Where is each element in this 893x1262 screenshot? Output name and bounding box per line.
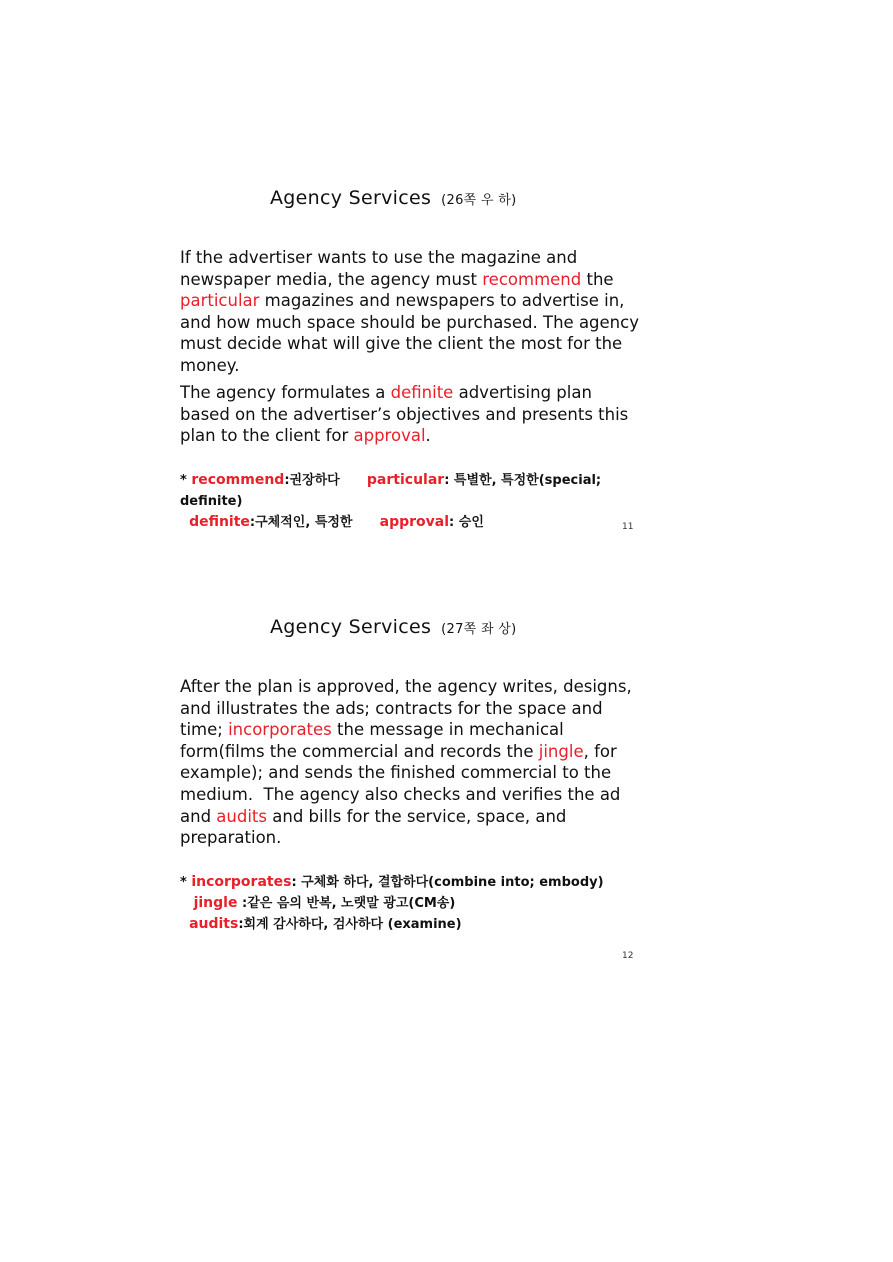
slide-title	[270, 187, 516, 209]
body-paragraph	[180, 676, 640, 849]
title-subtitle: (26쪽 우 하)	[441, 193, 517, 208]
vocab-term: recommend	[191, 472, 285, 488]
vocab-definition	[180, 917, 189, 932]
text-run: the	[581, 269, 619, 289]
vocab-line	[180, 470, 650, 512]
title-subtitle: (27쪽 좌 상)	[441, 622, 517, 637]
text-run: .	[425, 426, 431, 446]
text-run: the message in mechanical form(films the commercial and records the	[180, 720, 569, 761]
vocab-definition	[180, 515, 189, 530]
highlighted-term: particular	[180, 291, 260, 311]
highlighted-term: recommend	[482, 269, 582, 289]
page-number: 12	[622, 951, 634, 961]
vocab-definition: : 특별한, 특정한(special; definite)	[180, 473, 606, 509]
vocab-line	[180, 512, 650, 533]
text-run: The agency formulates a	[180, 383, 391, 402]
slide-title	[270, 616, 516, 638]
vocab-term: audits	[189, 916, 239, 932]
vocab-definition	[340, 473, 367, 488]
text-run: After the plan is approved, the agency writes, designs, and illustrates the ads; contracts for the space and time;	[180, 677, 637, 740]
vocab-term: jingle	[193, 895, 238, 911]
vocab-definition: :구체적인, 특정한	[249, 515, 353, 530]
vocab-definition: :권장하다	[284, 473, 340, 488]
vocab-line	[180, 893, 650, 914]
vocab-term: approval	[379, 514, 450, 530]
vocab-definition: *	[180, 875, 192, 890]
title-text: Agency Services	[270, 187, 432, 209]
vocab-notes	[180, 872, 650, 935]
vocab-definition: :회계 감사하다, 검사하다 (examine)	[238, 917, 462, 932]
highlighted-term: approval	[353, 426, 426, 446]
vocab-definition: : 승인	[449, 515, 484, 530]
highlighted-term: jingle	[538, 741, 584, 761]
page-number: 11	[622, 522, 634, 532]
title-text: Agency Services	[270, 616, 432, 638]
vocab-definition: :같은 음의 반복, 노랫말 광고(CM송)	[237, 896, 456, 911]
text-run: advertising plan based on the advertiser’s objectives and presents this plan to the client for	[180, 383, 634, 446]
body-paragraph	[180, 247, 645, 377]
body-paragraph	[180, 382, 640, 447]
vocab-line	[180, 872, 650, 893]
vocab-definition	[353, 515, 380, 530]
vocab-term: definite	[189, 514, 250, 530]
text-run: , for example); and sends the finished commercial to the medium. The agency also checks and verifies the ad and	[180, 741, 626, 826]
text-run: If the advertiser wants to use the magazine and newspaper media, the agency must	[180, 248, 583, 289]
vocab-definition: *	[180, 473, 192, 488]
vocab-line	[180, 914, 650, 935]
vocab-notes	[180, 470, 650, 533]
highlighted-term: incorporates	[228, 720, 332, 740]
highlighted-term: definite	[390, 383, 454, 402]
vocab-term: particular	[366, 472, 445, 488]
text-run: magazines and newspapers to advertise in, and how much space should be purchased. The agency must decide what will give the client the most for the money.	[180, 291, 645, 375]
vocab-term: incorporates	[191, 874, 292, 890]
vocab-definition	[180, 896, 194, 911]
vocab-definition: : 구체화 하다, 결합하다(combine into; embody)	[291, 875, 604, 890]
text-run: and bills for the service, space, and preparation.	[180, 806, 572, 848]
highlighted-term: audits	[216, 806, 267, 826]
